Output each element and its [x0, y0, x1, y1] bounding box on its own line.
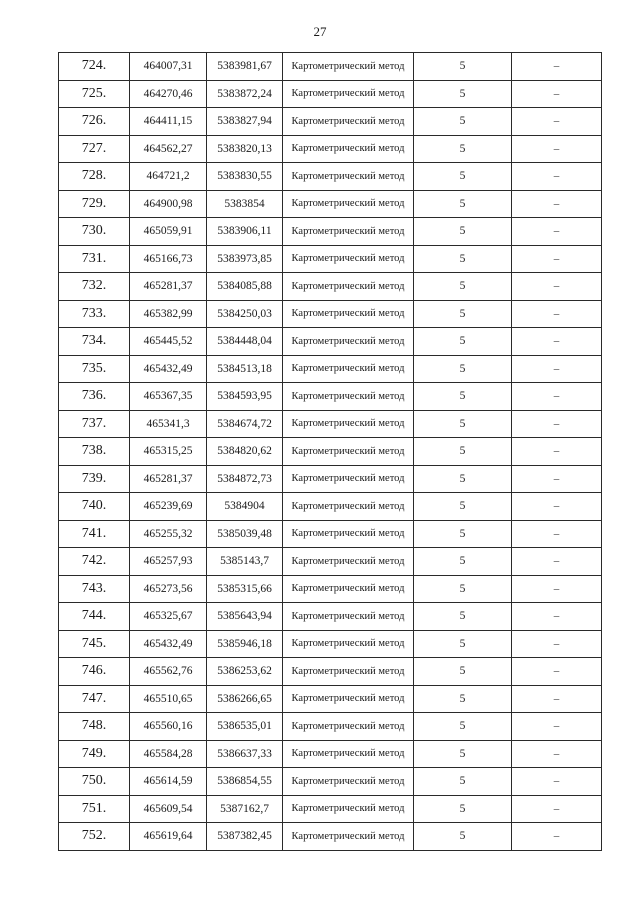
accuracy-cell: 5 [414, 795, 512, 823]
accuracy-cell: 5 [414, 218, 512, 246]
accuracy-cell: 5 [414, 135, 512, 163]
x-coordinate-cell: 464721,2 [130, 163, 207, 191]
y-coordinate-cell: 5384674,72 [207, 410, 283, 438]
x-coordinate-cell: 465315,25 [130, 438, 207, 466]
accuracy-cell: 5 [414, 658, 512, 686]
table-row [59, 273, 602, 301]
method-cell: Картометрический метод [283, 135, 414, 163]
accuracy-cell: 5 [414, 685, 512, 713]
method-cell: Картометрический метод [283, 245, 414, 273]
note-cell: – [512, 740, 602, 768]
table-row [59, 768, 602, 796]
point-number-cell: 750. [59, 768, 130, 796]
y-coordinate-cell: 5383906,11 [207, 218, 283, 246]
y-coordinate-cell: 5383981,67 [207, 53, 283, 81]
point-number-cell: 727. [59, 135, 130, 163]
method-cell: Картометрический метод [283, 218, 414, 246]
point-number-cell: 740. [59, 493, 130, 521]
y-coordinate-cell: 5385643,94 [207, 603, 283, 631]
table-row [59, 300, 602, 328]
note-cell: – [512, 548, 602, 576]
note-cell: – [512, 190, 602, 218]
accuracy-cell: 5 [414, 630, 512, 658]
y-coordinate-cell: 5384250,03 [207, 300, 283, 328]
x-coordinate-cell: 465341,3 [130, 410, 207, 438]
table-row [59, 135, 602, 163]
table-row [59, 685, 602, 713]
accuracy-cell: 5 [414, 53, 512, 81]
accuracy-cell: 5 [414, 300, 512, 328]
method-cell: Картометрический метод [283, 190, 414, 218]
table-row [59, 190, 602, 218]
point-number-cell: 742. [59, 548, 130, 576]
accuracy-cell: 5 [414, 713, 512, 741]
y-coordinate-cell: 5385143,7 [207, 548, 283, 576]
method-cell: Картометрический метод [283, 823, 414, 851]
table-row [59, 438, 602, 466]
point-number-cell: 734. [59, 328, 130, 356]
point-number-cell: 743. [59, 575, 130, 603]
page-number: 27 [313, 24, 327, 39]
y-coordinate-cell: 5384513,18 [207, 355, 283, 383]
y-coordinate-cell: 5384593,95 [207, 383, 283, 411]
table-row [59, 53, 602, 81]
method-cell: Картометрический метод [283, 768, 414, 796]
note-cell: – [512, 658, 602, 686]
x-coordinate-cell: 465239,69 [130, 493, 207, 521]
accuracy-cell: 5 [414, 438, 512, 466]
y-coordinate-cell: 5384820,62 [207, 438, 283, 466]
method-cell: Картометрический метод [283, 685, 414, 713]
x-coordinate-cell: 465432,49 [130, 630, 207, 658]
accuracy-cell: 5 [414, 768, 512, 796]
x-coordinate-cell: 465619,64 [130, 823, 207, 851]
x-coordinate-cell: 465281,37 [130, 273, 207, 301]
point-number-cell: 735. [59, 355, 130, 383]
y-coordinate-cell: 5383820,13 [207, 135, 283, 163]
accuracy-cell: 5 [414, 80, 512, 108]
table-row [59, 328, 602, 356]
x-coordinate-cell: 464900,98 [130, 190, 207, 218]
table-row [59, 410, 602, 438]
accuracy-cell: 5 [414, 273, 512, 301]
method-cell: Картометрический метод [283, 355, 414, 383]
x-coordinate-cell: 465281,37 [130, 465, 207, 493]
table-row [59, 740, 602, 768]
note-cell: – [512, 713, 602, 741]
y-coordinate-cell: 5386637,33 [207, 740, 283, 768]
accuracy-cell: 5 [414, 575, 512, 603]
method-cell: Картометрический метод [283, 53, 414, 81]
x-coordinate-cell: 465382,99 [130, 300, 207, 328]
x-coordinate-cell: 465059,91 [130, 218, 207, 246]
note-cell: – [512, 823, 602, 851]
note-cell: – [512, 108, 602, 136]
accuracy-cell: 5 [414, 383, 512, 411]
y-coordinate-cell: 5384872,73 [207, 465, 283, 493]
table-row [59, 823, 602, 851]
note-cell: – [512, 575, 602, 603]
note-cell: – [512, 300, 602, 328]
note-cell: – [512, 768, 602, 796]
coordinates-table [58, 52, 602, 851]
point-number-cell: 729. [59, 190, 130, 218]
y-coordinate-cell: 5385315,66 [207, 575, 283, 603]
point-number-cell: 737. [59, 410, 130, 438]
x-coordinate-cell: 465255,32 [130, 520, 207, 548]
y-coordinate-cell: 5383872,24 [207, 80, 283, 108]
note-cell: – [512, 438, 602, 466]
point-number-cell: 738. [59, 438, 130, 466]
note-cell: – [512, 520, 602, 548]
method-cell: Картометрический метод [283, 383, 414, 411]
note-cell: – [512, 795, 602, 823]
point-number-cell: 751. [59, 795, 130, 823]
table-row [59, 493, 602, 521]
note-cell: – [512, 245, 602, 273]
accuracy-cell: 5 [414, 548, 512, 576]
note-cell: – [512, 685, 602, 713]
method-cell: Картометрический метод [283, 465, 414, 493]
method-cell: Картометрический метод [283, 603, 414, 631]
x-coordinate-cell: 464411,15 [130, 108, 207, 136]
accuracy-cell: 5 [414, 328, 512, 356]
y-coordinate-cell: 5383854 [207, 190, 283, 218]
method-cell: Картометрический метод [283, 520, 414, 548]
method-cell: Картометрический метод [283, 713, 414, 741]
x-coordinate-cell: 465510,65 [130, 685, 207, 713]
note-cell: – [512, 630, 602, 658]
table-row [59, 795, 602, 823]
y-coordinate-cell: 5384448,04 [207, 328, 283, 356]
note-cell: – [512, 410, 602, 438]
x-coordinate-cell: 465584,28 [130, 740, 207, 768]
point-number-cell: 739. [59, 465, 130, 493]
accuracy-cell: 5 [414, 245, 512, 273]
note-cell: – [512, 163, 602, 191]
y-coordinate-cell: 5386535,01 [207, 713, 283, 741]
point-number-cell: 747. [59, 685, 130, 713]
note-cell: – [512, 80, 602, 108]
accuracy-cell: 5 [414, 163, 512, 191]
table-row [59, 548, 602, 576]
point-number-cell: 749. [59, 740, 130, 768]
x-coordinate-cell: 464270,46 [130, 80, 207, 108]
method-cell: Картометрический метод [283, 163, 414, 191]
method-cell: Картометрический метод [283, 630, 414, 658]
x-coordinate-cell: 465432,49 [130, 355, 207, 383]
table-row [59, 163, 602, 191]
method-cell: Картометрический метод [283, 273, 414, 301]
table-row [59, 713, 602, 741]
table-row [59, 465, 602, 493]
coordinates-table-body [59, 53, 602, 851]
table-row [59, 218, 602, 246]
method-cell: Картометрический метод [283, 328, 414, 356]
x-coordinate-cell: 465614,59 [130, 768, 207, 796]
x-coordinate-cell: 465562,76 [130, 658, 207, 686]
y-coordinate-cell: 5386266,65 [207, 685, 283, 713]
y-coordinate-cell: 5383830,55 [207, 163, 283, 191]
y-coordinate-cell: 5385946,18 [207, 630, 283, 658]
table-row [59, 245, 602, 273]
accuracy-cell: 5 [414, 603, 512, 631]
method-cell: Картометрический метод [283, 658, 414, 686]
y-coordinate-cell: 5383827,94 [207, 108, 283, 136]
note-cell: – [512, 218, 602, 246]
point-number-cell: 746. [59, 658, 130, 686]
y-coordinate-cell: 5385039,48 [207, 520, 283, 548]
method-cell: Картометрический метод [283, 493, 414, 521]
table-row [59, 355, 602, 383]
x-coordinate-cell: 464562,27 [130, 135, 207, 163]
y-coordinate-cell: 5386854,55 [207, 768, 283, 796]
note-cell: – [512, 465, 602, 493]
accuracy-cell: 5 [414, 493, 512, 521]
method-cell: Картометрический метод [283, 410, 414, 438]
y-coordinate-cell: 5384085,88 [207, 273, 283, 301]
point-number-cell: 741. [59, 520, 130, 548]
method-cell: Картометрический метод [283, 548, 414, 576]
point-number-cell: 730. [59, 218, 130, 246]
point-number-cell: 733. [59, 300, 130, 328]
point-number-cell: 732. [59, 273, 130, 301]
point-number-cell: 752. [59, 823, 130, 851]
accuracy-cell: 5 [414, 520, 512, 548]
accuracy-cell: 5 [414, 410, 512, 438]
point-number-cell: 728. [59, 163, 130, 191]
table-row [59, 630, 602, 658]
x-coordinate-cell: 464007,31 [130, 53, 207, 81]
method-cell: Картометрический метод [283, 300, 414, 328]
table-row [59, 520, 602, 548]
accuracy-cell: 5 [414, 355, 512, 383]
method-cell: Картометрический метод [283, 740, 414, 768]
x-coordinate-cell: 465445,52 [130, 328, 207, 356]
y-coordinate-cell: 5386253,62 [207, 658, 283, 686]
accuracy-cell: 5 [414, 190, 512, 218]
accuracy-cell: 5 [414, 740, 512, 768]
point-number-cell: 731. [59, 245, 130, 273]
note-cell: – [512, 493, 602, 521]
note-cell: – [512, 355, 602, 383]
x-coordinate-cell: 465560,16 [130, 713, 207, 741]
table-row [59, 575, 602, 603]
x-coordinate-cell: 465273,56 [130, 575, 207, 603]
x-coordinate-cell: 465609,54 [130, 795, 207, 823]
y-coordinate-cell: 5387162,7 [207, 795, 283, 823]
point-number-cell: 744. [59, 603, 130, 631]
method-cell: Картометрический метод [283, 80, 414, 108]
table-row [59, 383, 602, 411]
table-row [59, 603, 602, 631]
note-cell: – [512, 135, 602, 163]
y-coordinate-cell: 5384904 [207, 493, 283, 521]
method-cell: Картометрический метод [283, 438, 414, 466]
x-coordinate-cell: 465166,73 [130, 245, 207, 273]
table-row [59, 108, 602, 136]
point-number-cell: 745. [59, 630, 130, 658]
note-cell: – [512, 273, 602, 301]
accuracy-cell: 5 [414, 108, 512, 136]
point-number-cell: 725. [59, 80, 130, 108]
x-coordinate-cell: 465257,93 [130, 548, 207, 576]
method-cell: Картометрический метод [283, 575, 414, 603]
note-cell: – [512, 328, 602, 356]
point-number-cell: 726. [59, 108, 130, 136]
x-coordinate-cell: 465367,35 [130, 383, 207, 411]
table-row [59, 80, 602, 108]
accuracy-cell: 5 [414, 823, 512, 851]
note-cell: – [512, 603, 602, 631]
table-row [59, 658, 602, 686]
y-coordinate-cell: 5387382,45 [207, 823, 283, 851]
point-number-cell: 736. [59, 383, 130, 411]
method-cell: Картометрический метод [283, 108, 414, 136]
x-coordinate-cell: 465325,67 [130, 603, 207, 631]
accuracy-cell: 5 [414, 465, 512, 493]
note-cell: – [512, 53, 602, 81]
note-cell: – [512, 383, 602, 411]
y-coordinate-cell: 5383973,85 [207, 245, 283, 273]
method-cell: Картометрический метод [283, 795, 414, 823]
point-number-cell: 748. [59, 713, 130, 741]
point-number-cell: 724. [59, 53, 130, 81]
